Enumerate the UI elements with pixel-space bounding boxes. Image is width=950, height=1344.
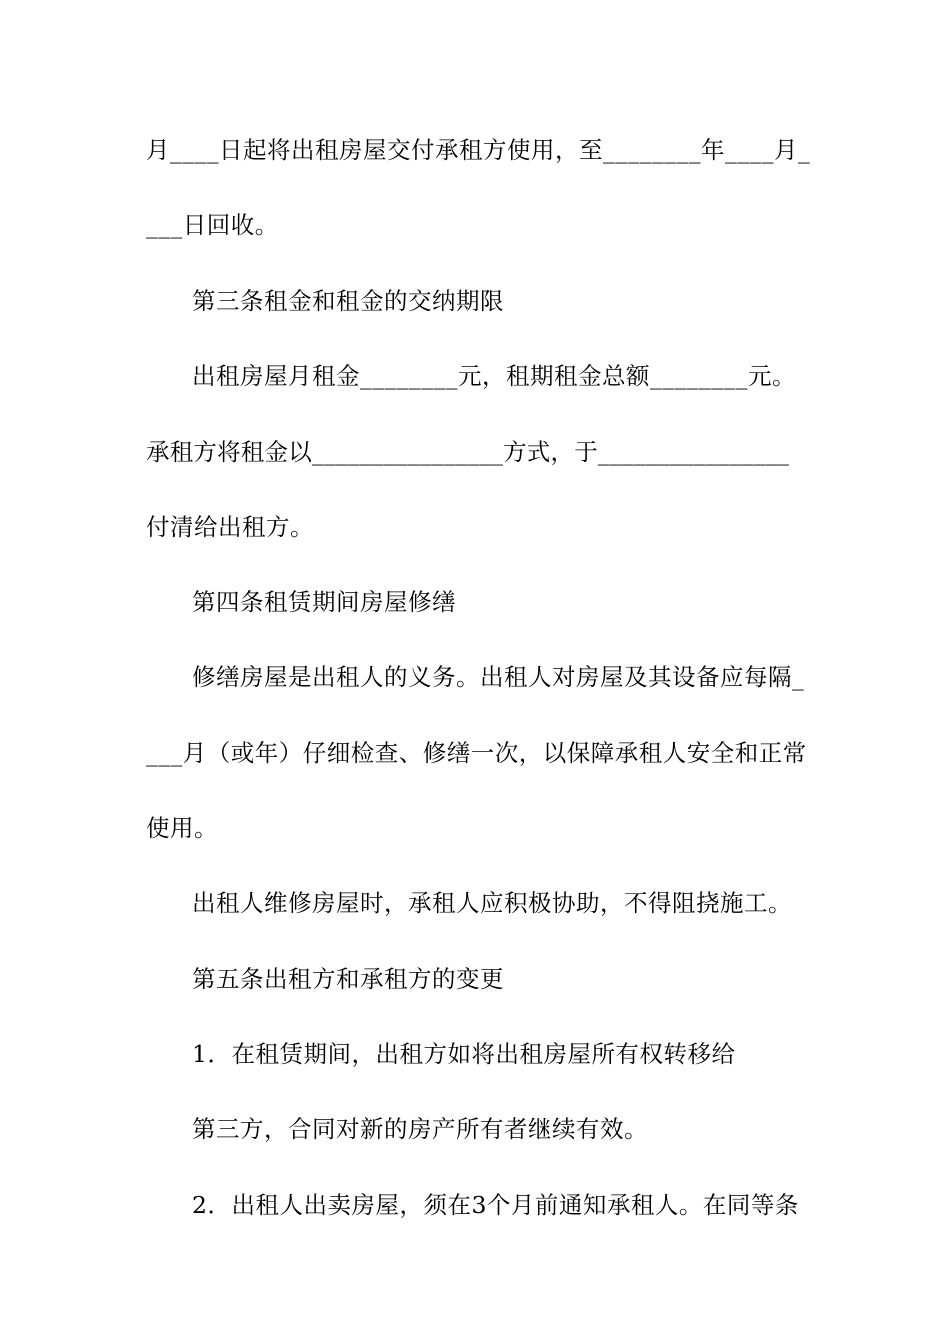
text-line: 1．在租赁期间，出租方如将出租房屋所有权转移给: [192, 1040, 736, 1068]
text-line: 月____日起将出租房屋交付承租方使用，至________年____月_: [146, 136, 811, 164]
text-line: 使用。: [146, 814, 218, 842]
text-line: 出租房屋月租金________元，租期租金总额________元。: [192, 362, 796, 390]
text-line: 修缮房屋是出租人的义务。出租人对房屋及其设备应每隔_: [192, 663, 805, 691]
text-line: ___月（或年）仔细检查、修缮一次，以保障承租人安全和正常: [146, 739, 807, 767]
text-line: 出租人维修房屋时，承租人应积极协助，不得阻挠施工。: [192, 889, 792, 917]
section-heading: 第三条租金和租金的交纳期限: [192, 287, 504, 315]
text-line: 第三方，合同对新的房产所有者继续有效。: [192, 1115, 648, 1143]
text-line: 承租方将租金以________________方式，于________________: [146, 438, 790, 466]
text-line: 付清给出租方。: [146, 513, 314, 541]
text-line: ___日回收。: [146, 211, 279, 239]
section-heading: 第四条租赁期间房屋修缮: [192, 588, 456, 616]
section-heading: 第五条出租方和承租方的变更: [192, 965, 504, 993]
text-line: 2．出租人出卖房屋，须在3个月前通知承租人。在同等条: [192, 1191, 799, 1219]
